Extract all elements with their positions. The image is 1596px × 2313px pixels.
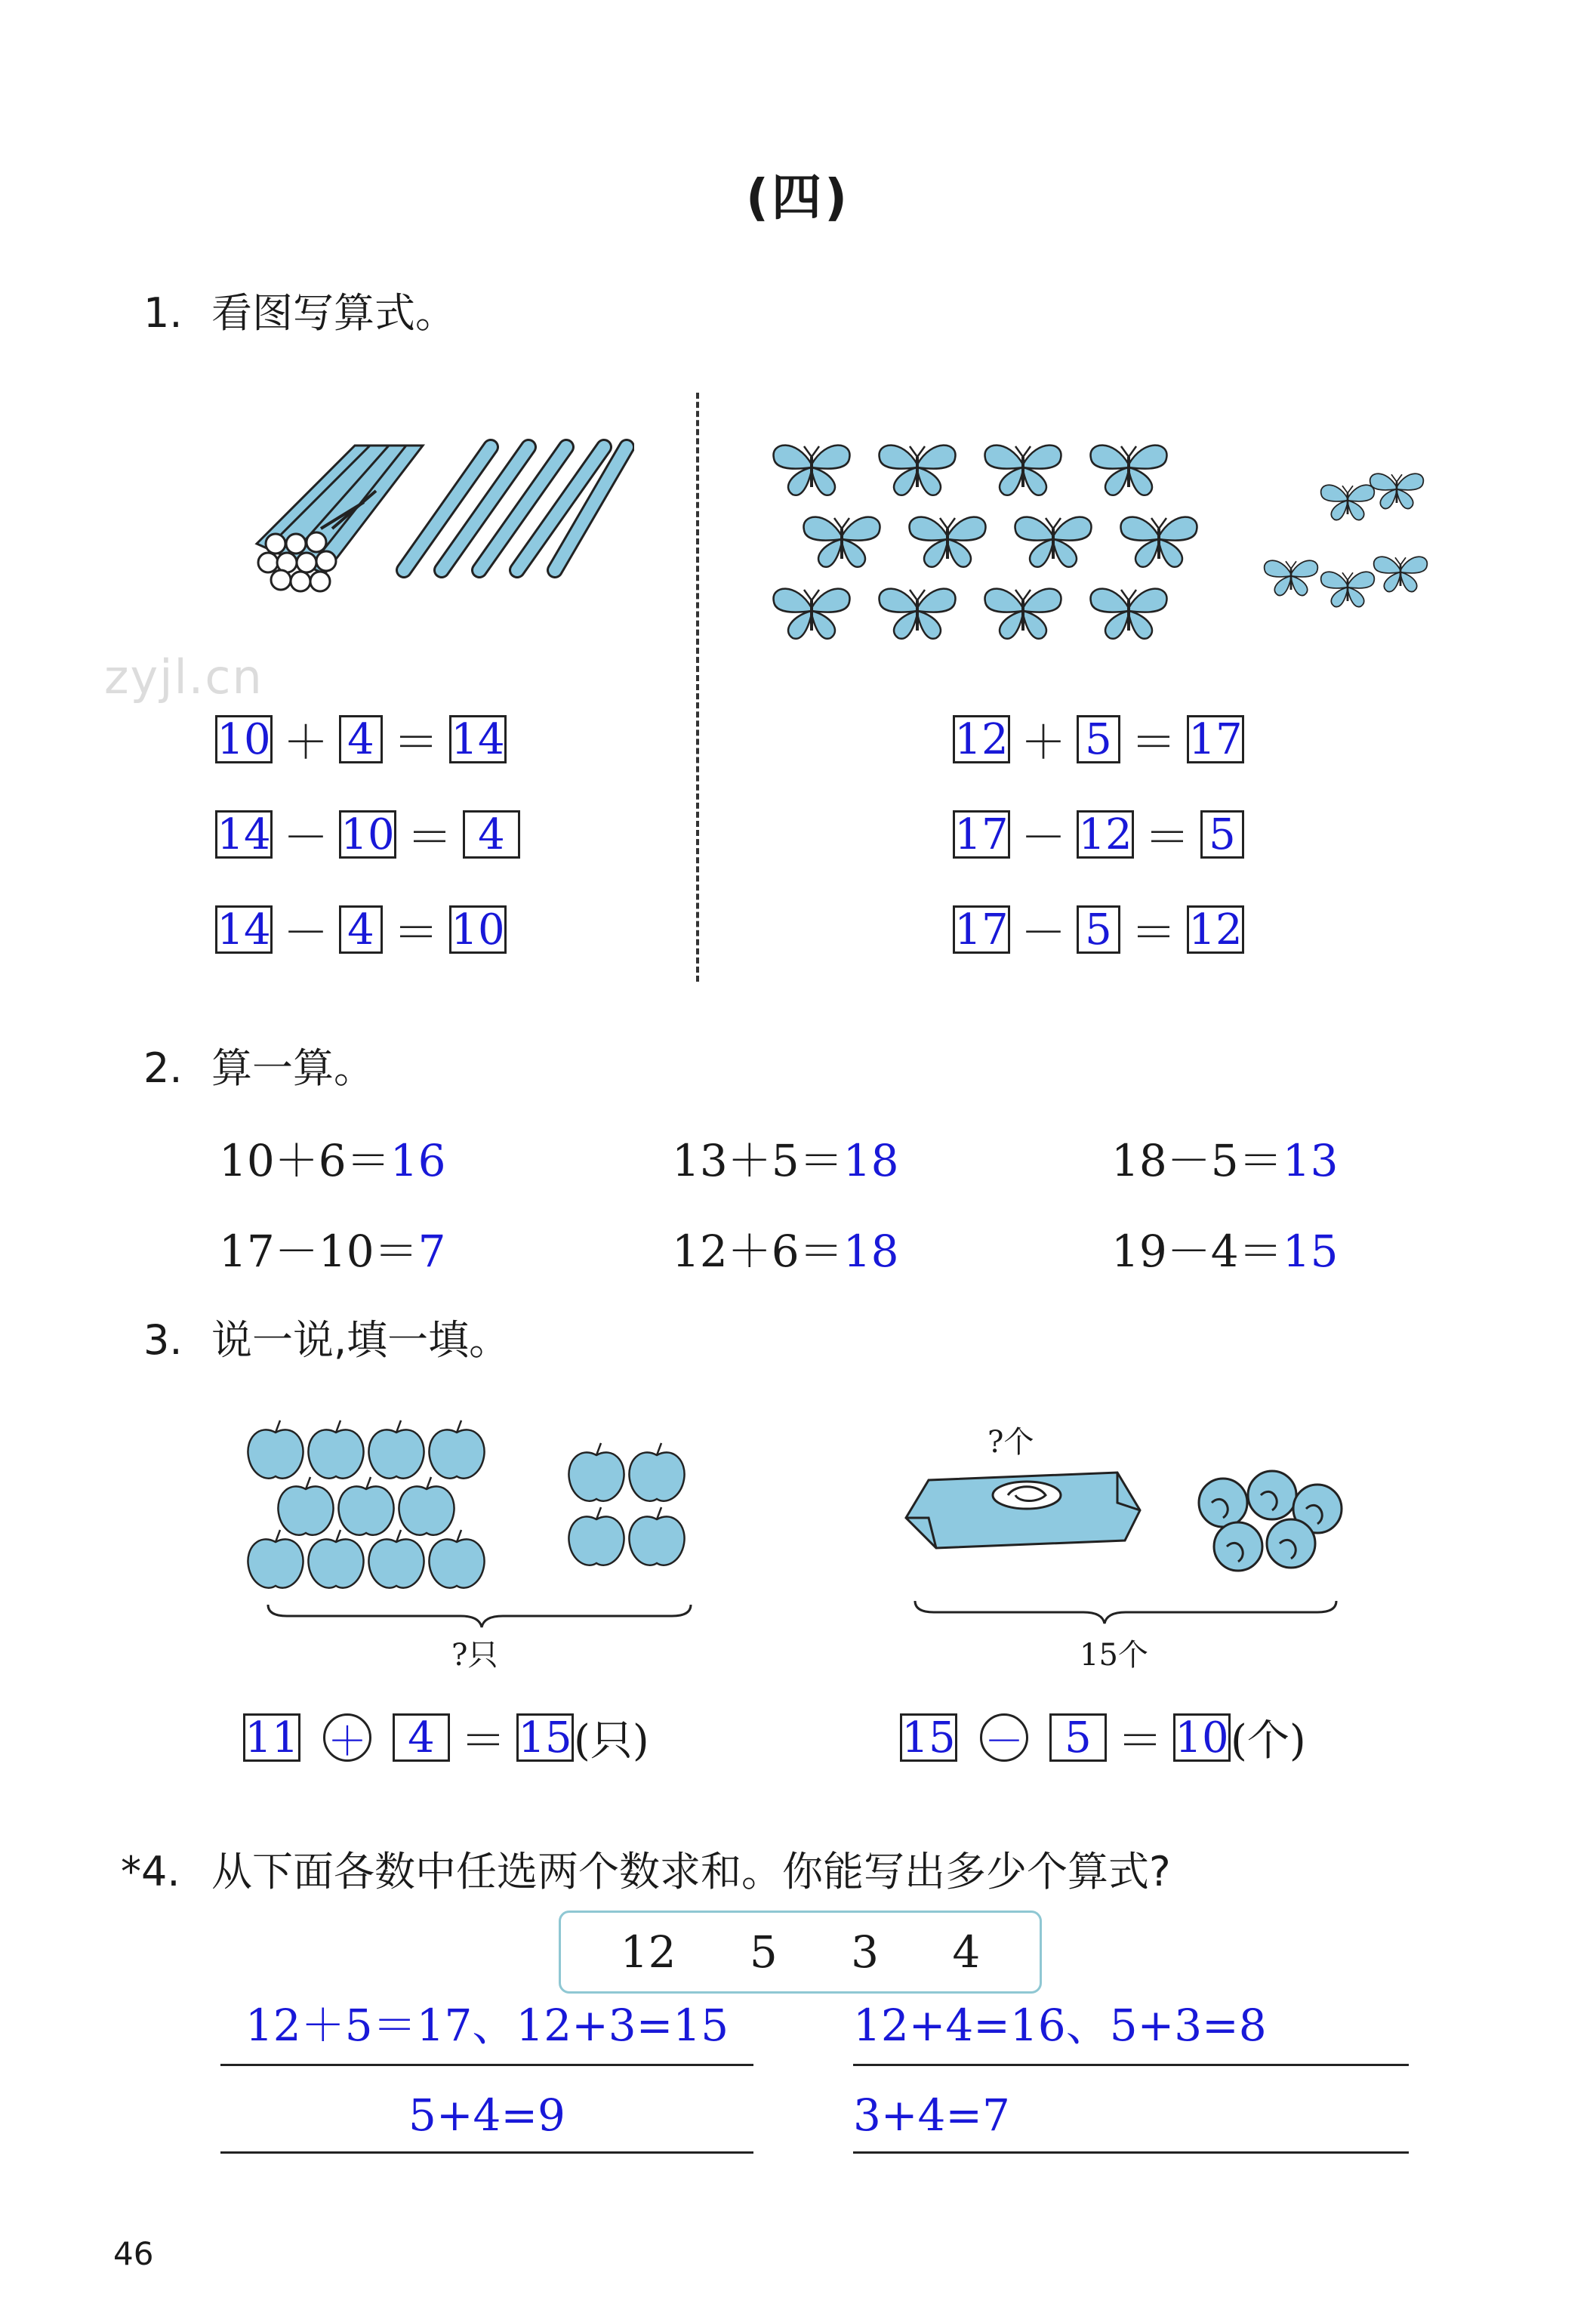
dashed-divider [696,393,699,982]
answer-box[interactable]: 4 [339,905,383,954]
calc-item [219,1125,446,1189]
calc-expression: 17－10＝ [219,1226,418,1277]
operator-circle[interactable]: ＋ [323,1713,371,1762]
number-item: 4 [952,1926,981,1978]
answer-line[interactable] [853,1991,1409,2066]
equation-row [953,805,1244,864]
operator: ＋ [1021,717,1066,769]
calc-answer[interactable]: 15 [1282,1226,1339,1277]
question-number: 1. [143,289,183,337]
unit-label: (只) [574,1716,649,1766]
calc-answer[interactable]: 18 [843,1226,899,1277]
calc-answer[interactable]: 13 [1282,1135,1339,1186]
question-4-heading [121,1840,1171,1898]
answer-box[interactable]: 15 [900,1713,957,1762]
operator: － [1021,907,1066,960]
number-box [559,1911,1042,1994]
number-item: 12 [620,1926,676,1978]
watermark: zyjl.cn [104,649,263,705]
answer-box[interactable]: 10 [1173,1713,1231,1762]
sticks-illustration [242,423,634,604]
equation-row [215,710,520,769]
equation-row [215,900,520,959]
answer-box[interactable]: 5 [1049,1713,1107,1762]
answer-box[interactable]: 14 [449,715,507,763]
apples-illustration [242,1412,710,1631]
answer-box[interactable]: 14 [215,905,273,954]
number-item: 5 [749,1926,778,1978]
answer-box[interactable]: 5 [1077,715,1120,763]
question-1-heading [143,281,456,339]
answer-line[interactable] [853,2078,1409,2154]
operator: ＋ [283,717,328,769]
equals-sign: ＝ [1131,907,1176,960]
question-text: 说一说,填一填。 [211,1316,510,1364]
equals-sign: ＝ [407,812,452,865]
equals-sign: ＝ [1117,1715,1163,1768]
q1-right-equations [953,710,1244,959]
operator-circle[interactable]: － [980,1713,1028,1762]
question-number: *4. [121,1848,180,1895]
calc-expression: 10＋6＝ [219,1135,390,1186]
calc-item [672,1125,899,1189]
question-number: 2. [143,1044,183,1092]
equation-row [953,710,1244,769]
equation-row [953,900,1244,959]
answer-box[interactable]: 5 [1200,810,1244,859]
unit-label: (个) [1231,1716,1306,1766]
brace-label: 15个 [1080,1638,1148,1673]
question-3-heading [143,1308,510,1366]
question-text: 从下面各数中任选两个数求和。你能写出多少个算式? [211,1848,1171,1895]
question-2-heading [143,1036,374,1094]
answer-line[interactable] [220,1991,753,2066]
calc-expression: 18－5＝ [1111,1135,1283,1186]
operator: － [283,907,328,960]
number-item: 3 [851,1926,880,1978]
answer-line[interactable] [220,2078,753,2154]
brace-label: ?只 [451,1638,498,1673]
question-text: 看图写算式。 [211,289,456,337]
biscuits-illustration [891,1450,1359,1631]
calc-item [1111,1216,1339,1279]
answer-text: 12+4=16、5+3=8 [853,2000,1267,2051]
question-text: 算一算。 [211,1044,374,1092]
answer-text: 12＋5＝17、12+3=15 [245,2000,729,2051]
calc-item [1111,1125,1339,1189]
answer-box[interactable]: 17 [953,905,1010,954]
equation-row [215,805,520,864]
answer-box[interactable]: 12 [953,715,1010,763]
item-label: ?个 [987,1425,1034,1460]
calc-expression: 19－4＝ [1111,1226,1283,1277]
answer-text: 5+4=9 [408,2089,565,2141]
answer-box[interactable]: 4 [339,715,383,763]
operator: － [1021,812,1066,865]
answer-box[interactable]: 11 [243,1713,300,1762]
answer-box[interactable]: 10 [339,810,396,859]
calc-item [219,1216,446,1279]
calc-item [672,1216,899,1279]
answer-box[interactable]: 14 [215,810,273,859]
answer-box[interactable]: 4 [393,1713,450,1762]
answer-box[interactable]: 15 [516,1713,574,1762]
answer-box[interactable]: 5 [1077,905,1120,954]
page-number: 46 [113,2235,154,2272]
answer-box[interactable]: 10 [215,715,273,763]
answer-box[interactable]: 10 [449,905,507,954]
answer-box[interactable]: 4 [463,810,520,859]
equals-sign: ＝ [393,907,439,960]
page-title: (四) [745,168,851,227]
question-number: 3. [143,1316,183,1364]
answer-text: 3+4=7 [853,2089,1010,2141]
calc-answer[interactable]: 7 [417,1226,446,1277]
equals-sign: ＝ [1145,812,1190,865]
q1-left-equations [215,710,520,959]
calc-answer[interactable]: 16 [390,1135,446,1186]
calc-answer[interactable]: 18 [843,1135,899,1186]
q3-left-equation [243,1708,649,1767]
equals-sign: ＝ [461,1715,506,1768]
butterflies-illustration [763,423,1442,657]
q3-right-equation [900,1708,1306,1767]
answer-box[interactable]: 12 [1077,810,1134,859]
calc-expression: 13＋5＝ [672,1135,843,1186]
answer-box[interactable]: 17 [1187,715,1244,763]
calc-expression: 12＋6＝ [672,1226,843,1277]
operator: － [283,812,328,865]
answer-box[interactable]: 12 [1187,905,1244,954]
answer-box[interactable]: 17 [953,810,1010,859]
equals-sign: ＝ [1131,717,1176,769]
equals-sign: ＝ [393,717,439,769]
